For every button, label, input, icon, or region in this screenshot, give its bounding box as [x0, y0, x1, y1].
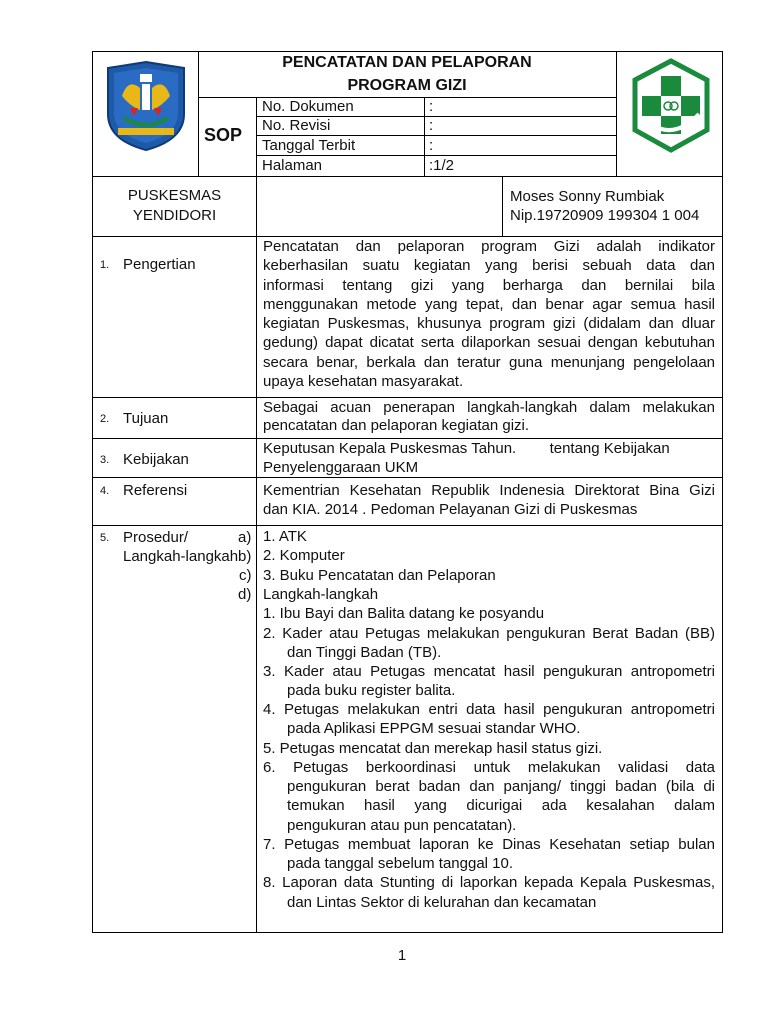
section-number: 5. — [100, 532, 110, 544]
body-line: dan KIA. 2014 . Pedoman Pelayanan Gizi di Puskesmas — [263, 501, 638, 518]
list-item: 2. Kader atau Petugas melakukan pengukuran Berat Badan (BB) — [263, 625, 715, 642]
district-emblem-icon — [100, 58, 192, 154]
list-item: 1. ATK — [263, 528, 307, 545]
letter-d: d) — [238, 586, 252, 603]
list-item: temukan hasil yang dicurigai ada kesalahan dalam — [287, 797, 715, 814]
body-line: upaya kesehatan masyarakat. — [263, 373, 464, 390]
body-line: pencatatan dan pelaporan kegiatan gizi. — [263, 417, 530, 434]
list-heading: Langkah-langkah — [263, 586, 379, 603]
puskesmas-logo-icon — [625, 58, 717, 154]
letter-b: b) — [238, 548, 252, 565]
meta-value-halaman: :1/2 — [429, 157, 455, 174]
body-line: Pencatatan dan pelaporan program Gizi adalah indikator — [263, 238, 715, 255]
meta-label-dokumen: No. Dokumen — [262, 98, 354, 115]
body-line: kegiatan Puskesmas, khusunya program gizi (didalam dan dluar — [263, 315, 715, 332]
list-item: dan Lintas Sektor di kelurahan dan kecamatan — [287, 894, 597, 911]
list-item: 2. Komputer — [263, 547, 345, 564]
signer-name: Moses Sonny Rumbiak — [510, 188, 665, 205]
meta-label-halaman: Halaman — [262, 157, 323, 174]
section-number: 1. — [100, 259, 110, 271]
meta-label-tanggal: Tanggal Terbit — [262, 137, 356, 154]
body-line: Kementrian Kesehatan Republik Indenesia Direktorat Bina Gizi — [263, 482, 715, 499]
list-item: pengukuran atau pun pencatatan). — [287, 817, 517, 834]
document-title-line2: PROGRAM GIZI — [347, 77, 467, 94]
section-label-pengertian: Pengertian — [123, 256, 196, 273]
document-title-line1: PENCATATAN DAN PELAPORAN — [282, 54, 532, 71]
list-item: 6. Petugas berkoordinasi untuk melakukan validasi data — [263, 759, 715, 776]
org-name-line1: PUSKESMAS — [127, 187, 222, 204]
section-number: 2. — [100, 413, 110, 425]
section-number: 3. — [100, 454, 110, 466]
section-number: 4. — [100, 485, 110, 497]
section-label-tujuan: Tujuan — [123, 410, 169, 427]
org-name-line2: YENDIDORI — [132, 207, 217, 224]
list-item: 5. Petugas mencatat dan merekap hasil status gizi. — [263, 740, 603, 757]
list-item: pada buku register balita. — [287, 682, 456, 699]
letter-a: a) — [238, 529, 252, 546]
list-item: 7. Petugas membuat laporan ke Dinas Kesehatan setiap bulan — [263, 836, 715, 853]
list-item: 3. Kader atau Petugas mencatat hasil pengukuran antropometri — [263, 663, 715, 680]
page-number: 1 — [397, 947, 407, 964]
list-item: 1. Ibu Bayi dan Balita datang ke posyandu — [263, 605, 545, 622]
body-line: Sebagai acuan penerapan langkah-langkah dalam melakukan — [263, 399, 715, 416]
list-item: pengukuran berat badan dan panjang/ tinggi badan (bila di — [287, 778, 715, 795]
section-label-referensi: Referensi — [123, 482, 188, 499]
body-line: Penyelenggaraan UKM — [263, 459, 419, 476]
body-line: informasi tentang gizi yang berharga dan bernilai bila — [263, 277, 715, 294]
list-item: 4. Petugas melakukan entri data hasil pengukuran antropometri — [263, 701, 715, 718]
meta-value-tanggal: : — [429, 137, 434, 154]
body-line: keberhasilan suatu kegiatan yang berisi sebuah data dan — [263, 257, 715, 274]
sop-label: SOP — [204, 125, 243, 145]
meta-value-dokumen: : — [429, 98, 434, 115]
signer-nip: Nip.19720909 199304 1 004 — [510, 207, 700, 224]
list-item: pada Aplikasi EPPGM sesuai standar WHO. — [287, 720, 581, 737]
section-label-langkah: Langkah-langkah — [123, 548, 239, 565]
body-line: Keputusan Kepala Puskesmas Tahun. tentang Kebijakan — [263, 440, 670, 457]
meta-label-revisi: No. Revisi — [262, 117, 331, 134]
meta-value-revisi: : — [429, 117, 434, 134]
list-item: dan Tinggi Badan (TB). — [287, 644, 442, 661]
body-line: gedung) dapat dicatat serta dilaporkan sesuai dengan kebutuhan — [263, 334, 715, 351]
body-line: secara benar, berkala dan teratur guna menunjang pengelolaan — [263, 354, 715, 371]
list-item: 8. Laporan data Stunting di laporkan kepada Kepala Puskesmas, — [263, 874, 715, 891]
list-item: pada tanggal sebelum tanggal 10. — [287, 855, 514, 872]
list-item: 3. Buku Pencatatan dan Pelaporan — [263, 567, 496, 584]
letter-c: c) — [239, 567, 252, 584]
section-label-kebijakan: Kebijakan — [123, 451, 189, 468]
section-label-prosedur: Prosedur/ — [123, 529, 189, 546]
body-line: menggunakan metode yang tepat, dan benar agar semua hasil — [263, 296, 715, 313]
